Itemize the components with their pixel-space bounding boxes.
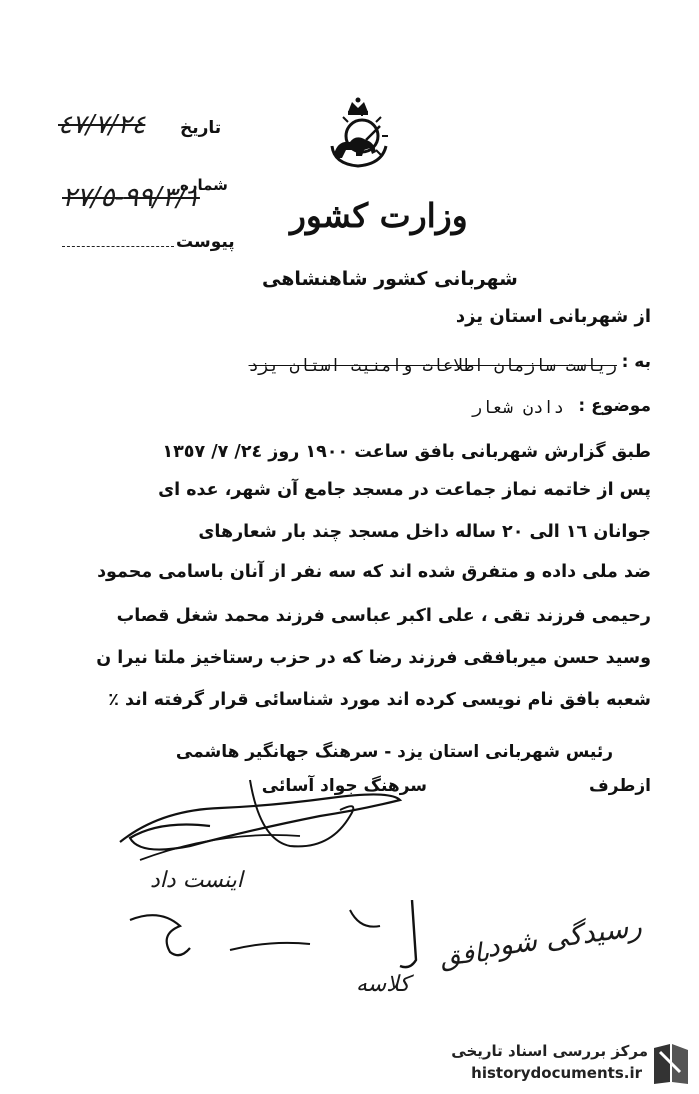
body-line-4: ضد ملی داده و متفرق شده اند که سه نفر از آنان باسامی محمود bbox=[97, 562, 651, 582]
body-line-7: شعبه بافق نام نویسی کرده اند مورد شناسائی قرار گرفته اند ٪ bbox=[108, 690, 651, 710]
handwritten-note-1: اینست داد bbox=[150, 868, 243, 893]
watermark-url: historydocuments.ir bbox=[471, 1064, 642, 1082]
handwritten-note-3: بافق bbox=[438, 937, 491, 973]
from-line: از شهربانی استان یزد bbox=[455, 306, 651, 327]
book-pages-logo-icon bbox=[650, 1042, 692, 1086]
attachment-label: پیوست bbox=[176, 232, 235, 252]
watermark bbox=[420, 1040, 696, 1090]
subject-value: دادن شعار bbox=[471, 398, 564, 418]
to-value: ریاست سازمان اطلاعات وامنیت استان یزد bbox=[248, 356, 617, 376]
handwritten-note-2: رسیدگی شود bbox=[484, 909, 644, 964]
police-title: شهربانی کشور شاهنشاهی bbox=[262, 268, 518, 290]
date-label: تاریخ bbox=[180, 118, 222, 138]
watermark-title: مرکز بررسی اسناد تاریخی bbox=[451, 1042, 648, 1060]
signature-line-2-name: سرهنگ جواد آسائی bbox=[261, 776, 427, 796]
ministry-title: وزارت کشور bbox=[290, 196, 468, 235]
date-value: ٤٧/٧/٢٤ bbox=[58, 110, 146, 140]
to-label: به : bbox=[621, 352, 651, 372]
body-line-1: طبق گزارش شهربانی بافق ساعت ١٩٠٠ روز ٢٤/ ٧/ ١٣٥٧ bbox=[162, 442, 651, 462]
body-line-5: رحیمی فرزند تقی ، علی اکبر عباسی فرزند محمد شغل قصاب bbox=[116, 606, 651, 626]
number-label: شماره bbox=[180, 176, 228, 194]
handwritten-signature bbox=[100, 760, 460, 880]
handwritten-flourish bbox=[120, 900, 430, 980]
attachment-dash-line bbox=[62, 246, 174, 247]
signature-line-2-prefix: ازطرف bbox=[589, 776, 651, 796]
lion-and-sun-crown-emblem bbox=[326, 96, 390, 168]
body-line-6: وسید حسن میربافقی فرزند رضا که در حزب رستاخیز ملتا نیرا ن bbox=[96, 648, 651, 668]
body-line-2: پس از خاتمه نماز جماعت در مسجد جامع آن شهر، عده ای bbox=[158, 480, 651, 500]
handwritten-note-4: کلاسه bbox=[356, 972, 410, 997]
number-value: ٩٩/٣/١-٢٧/٥ bbox=[62, 182, 200, 213]
signature-line-1: رئیس شهربانی استان یزد - سرهنگ جهانگیر هاشمی bbox=[175, 742, 613, 762]
body-line-3: جوانان ١٦ الی ٢٠ ساله داخل مسجد چند بار شعارهای bbox=[198, 522, 651, 542]
subject-label: موضوع : bbox=[578, 396, 651, 416]
